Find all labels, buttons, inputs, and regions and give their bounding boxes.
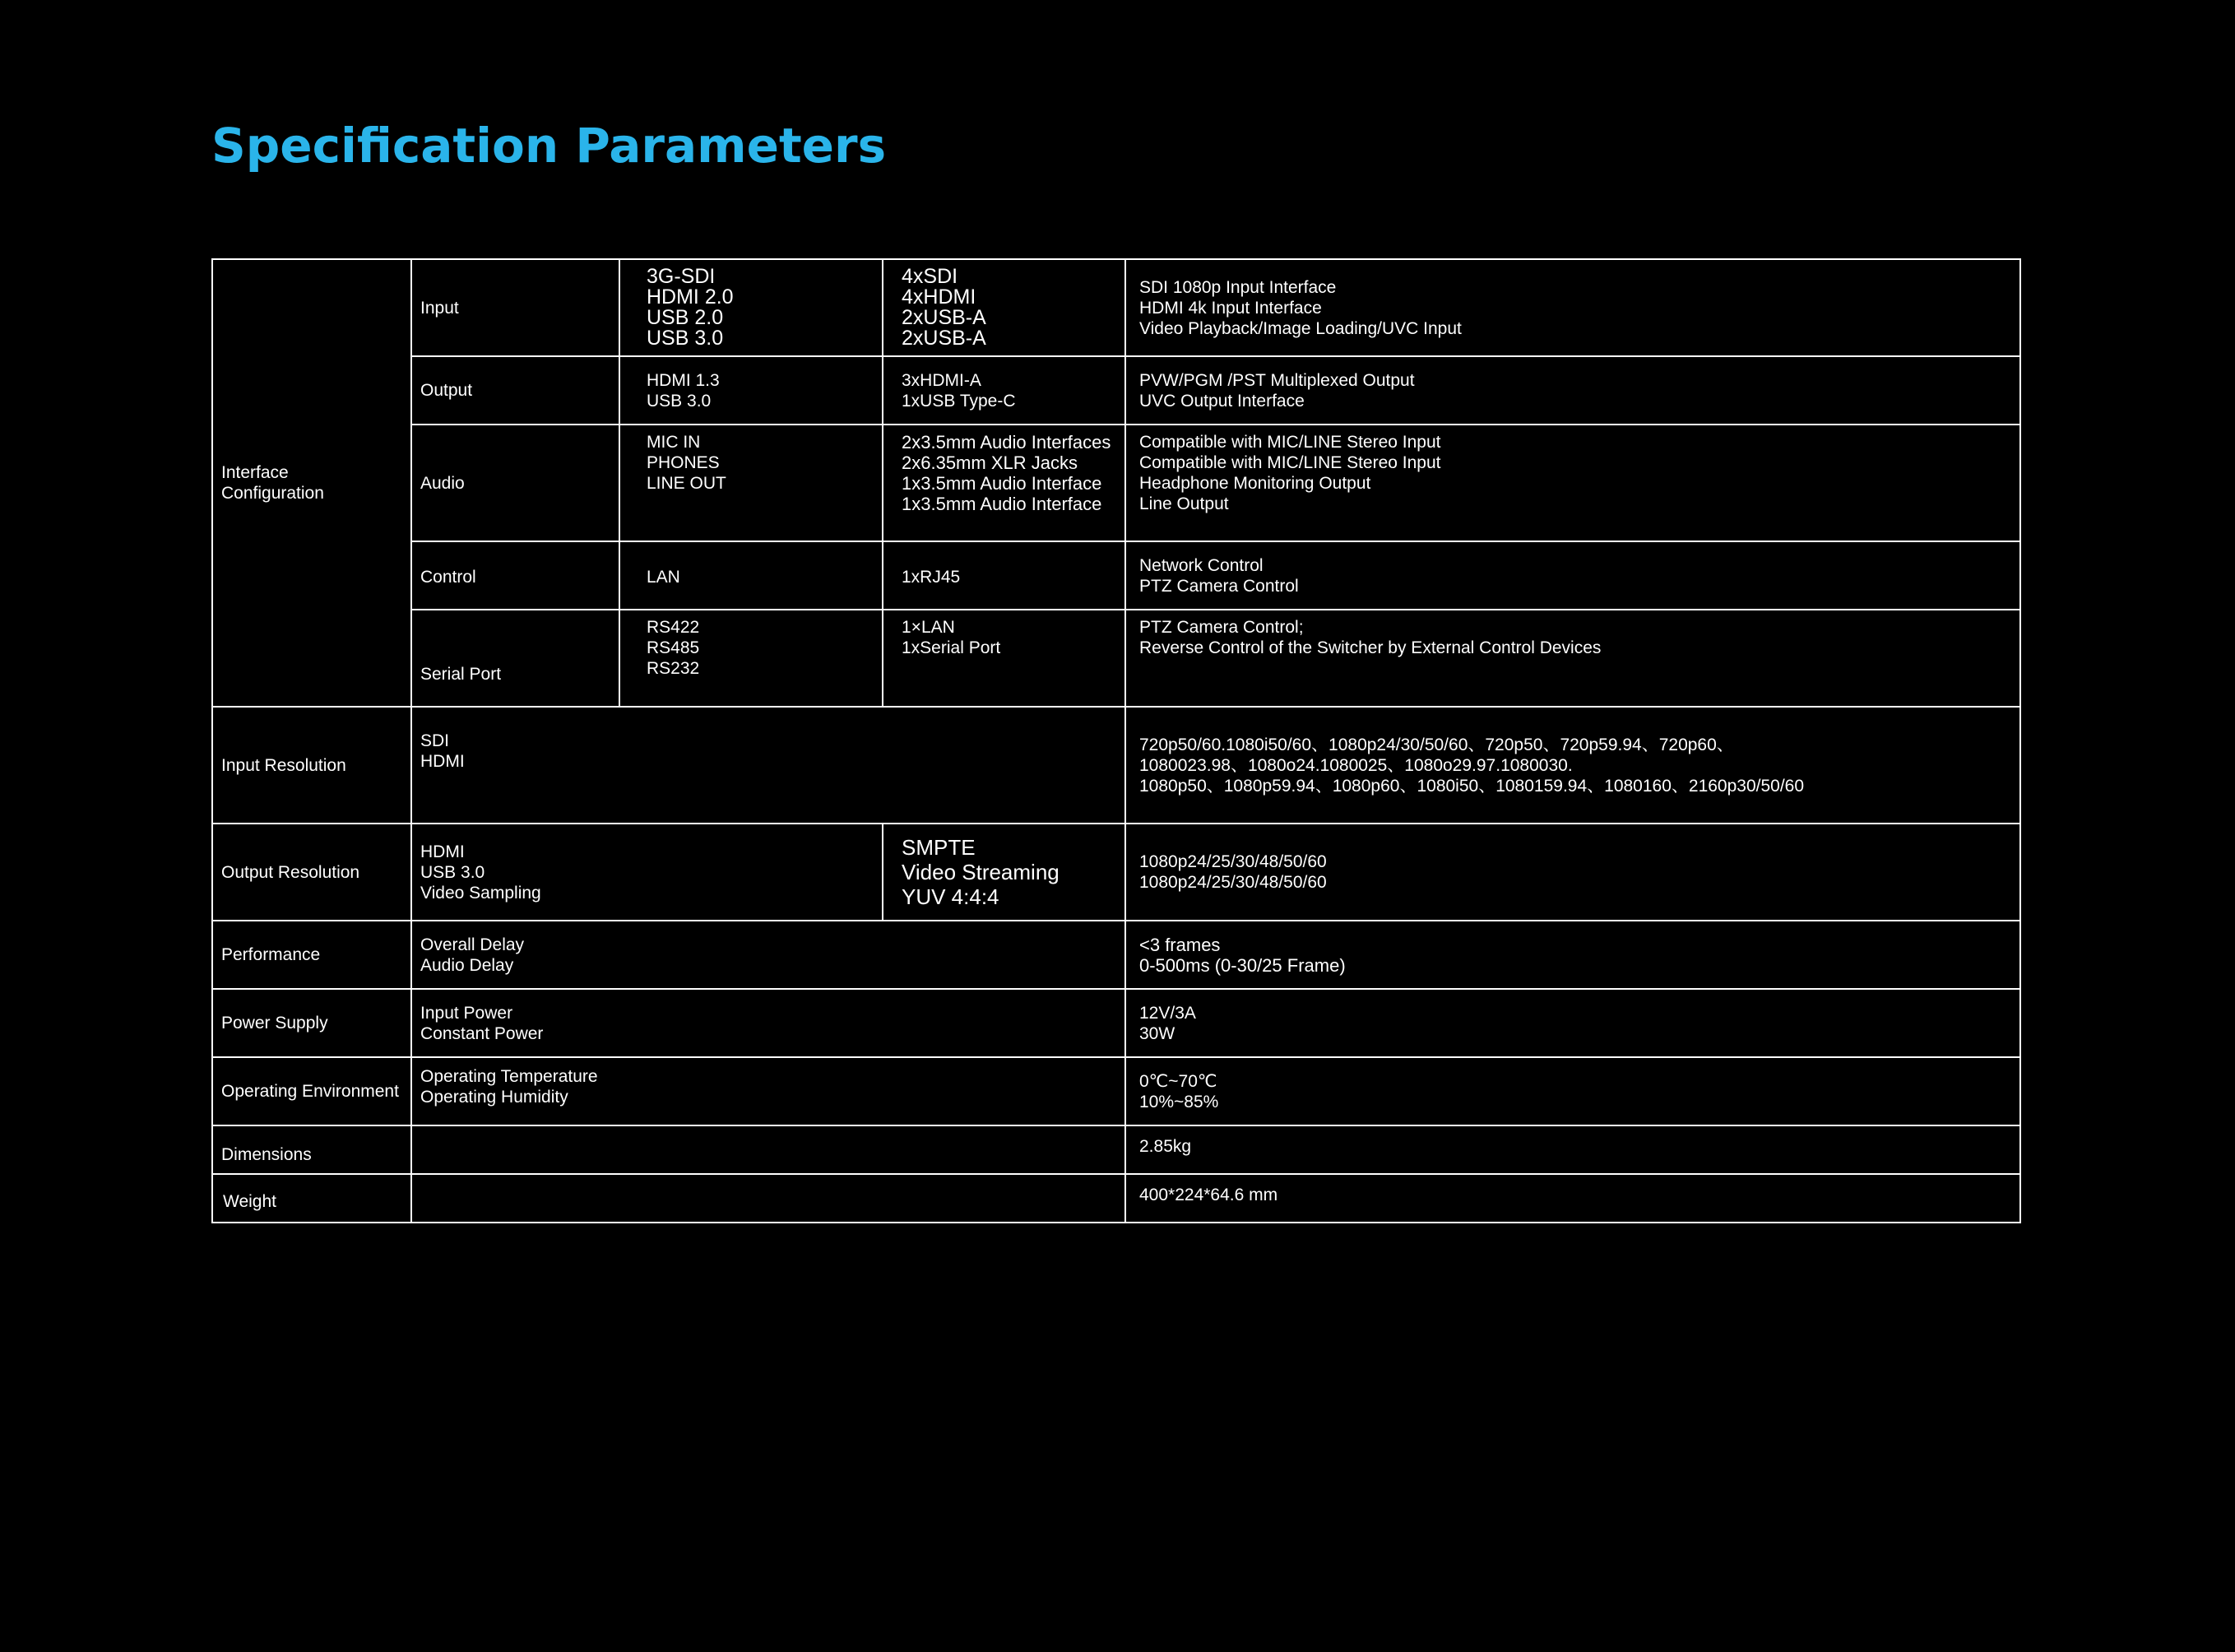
dimensions-value: 2.85kg [1125,1125,2020,1174]
row-label-weight: Weight [212,1174,411,1223]
table-row [212,707,2020,824]
weight-empty-cell [411,1174,1125,1223]
input-types: 3G-SDI HDMI 2.0 USB 2.0 USB 3.0 [619,259,883,356]
audio-types: MIC IN PHONES LINE OUT [619,425,883,541]
table-row [212,1174,2020,1223]
row-label-output-resolution: Output Resolution [212,824,411,921]
control-ports: 1xRJ45 [883,541,1125,610]
table-row [212,1057,2020,1125]
input-description: SDI 1080p Input Interface HDMI 4k Input Interface Video Playback/Image Loading/UVC Input [1125,259,2020,356]
output-resolution-values: 1080p24/25/30/48/50/60 1080p24/25/30/48/50/60 [1125,824,2020,921]
output-description: PVW/PGM /PST Multiplexed Output UVC Output Interface [1125,356,2020,425]
table-row [212,610,2020,707]
output-resolution-items: HDMI USB 3.0 Video Sampling [411,824,883,921]
audio-description: Compatible with MIC/LINE Stereo Input Compatible with MIC/LINE Stereo Input Headphone Monitoring Output Line Output [1125,425,2020,541]
input-resolution-values: 720p50/60.1080i50/60、1080p24/30/50/60、720p50、720p59.94、720p60、 1080023.98、1080o24.1080025、1080o29.97.1080030. 1080p50、1080p59.94、1080p60、1080i50、1080159.94、1080160、2160p30/50/60 [1125,707,2020,824]
table-row [212,356,2020,425]
table-row [212,824,2020,921]
performance-items: Overall Delay Audio Delay [411,921,1125,989]
page-title: Specification Parameters [211,118,887,174]
serial-description: PTZ Camera Control; Reverse Control of the Switcher by External Control Devices [1125,610,2020,707]
row-label-dimensions: Dimensions [212,1125,411,1174]
serial-types: RS422 RS485 RS232 [619,610,883,707]
power-supply-items: Input Power Constant Power [411,989,1125,1057]
input-ports: 4xSDI 4xHDMI 2xUSB-A 2xUSB-A [883,259,1125,356]
row-label-output: Output [411,356,619,425]
audio-ports: 2x3.5mm Audio Interfaces 2x6.35mm XLR Jacks 1x3.5mm Audio Interface 1x3.5mm Audio Interface [883,425,1125,541]
row-label-input-resolution: Input Resolution [212,707,411,824]
control-types: LAN [619,541,883,610]
group-label-interface: Interface Configuration [212,259,411,707]
weight-value: 400*224*64.6 mm [1125,1174,2020,1223]
row-label-performance: Performance [212,921,411,989]
table-row [212,541,2020,610]
performance-values: <3 frames 0-500ms (0-30/25 Frame) [1125,921,2020,989]
power-supply-values: 12V/3A 30W [1125,989,2020,1057]
spec-table [211,258,2021,1223]
table-row [212,259,2020,356]
row-label-serial-port: Serial Port [411,610,619,707]
row-label-control: Control [411,541,619,610]
table-row [212,1125,2020,1174]
row-label-power-supply: Power Supply [212,989,411,1057]
control-description: Network Control PTZ Camera Control [1125,541,2020,610]
row-label-operating-environment: Operating Environment [212,1057,411,1125]
serial-ports: 1×LAN 1xSerial Port [883,610,1125,707]
table-row [212,921,2020,989]
table-row [212,989,2020,1057]
output-types: HDMI 1.3 USB 3.0 [619,356,883,425]
table-row [212,425,2020,541]
row-label-audio: Audio [411,425,619,541]
operating-environment-values: 0℃~70℃ 10%~85% [1125,1057,2020,1125]
output-resolution-formats: SMPTE Video Streaming YUV 4:4:4 [883,824,1125,921]
input-resolution-items: SDI HDMI [411,707,1125,824]
row-label-input: Input [411,259,619,356]
dimensions-empty-cell [411,1125,1125,1174]
operating-environment-items: Operating Temperature Operating Humidity [411,1057,1125,1125]
output-ports: 3xHDMI-A 1xUSB Type-C [883,356,1125,425]
